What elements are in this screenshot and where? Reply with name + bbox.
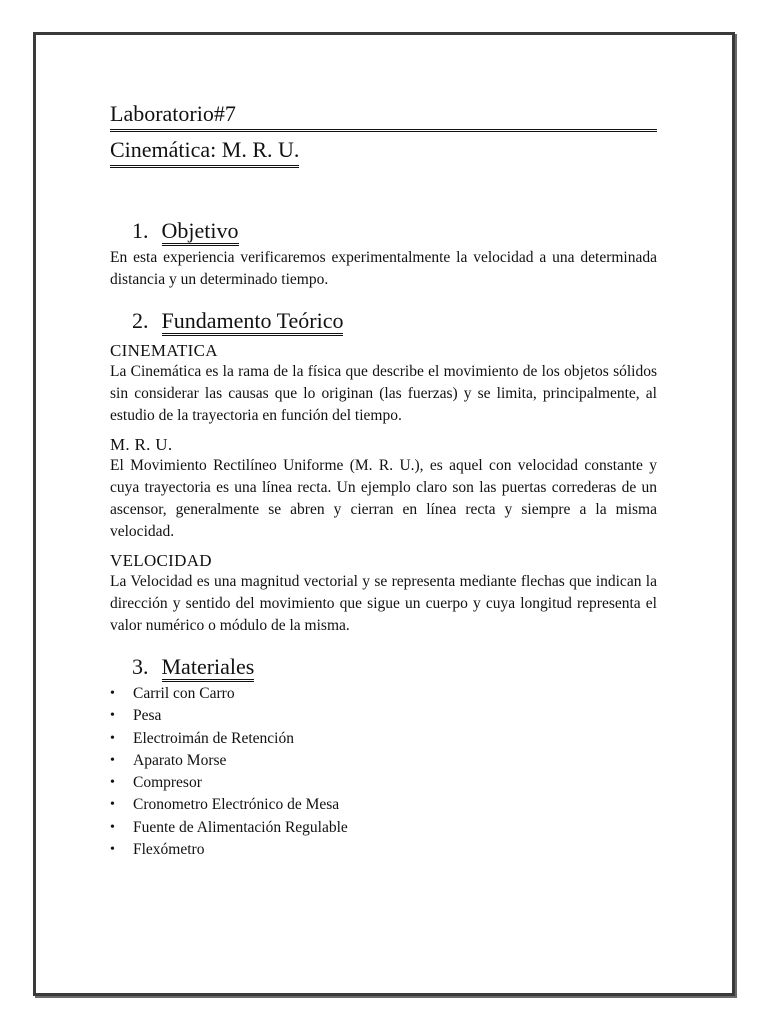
section-title: Objetivo — [162, 218, 239, 246]
bullet-icon: • — [110, 752, 115, 768]
lab-subtitle: Cinemática: M. R. U. — [110, 136, 299, 168]
bullet-icon: • — [110, 775, 115, 791]
list-item-label: Electroimán de Retención — [133, 729, 294, 747]
section-materiales-heading — [132, 653, 657, 681]
cinematica-text: La Cinemática es la rama de la física que describe el movimiento de los objetos sólidos sin considerar las causas que lo originan (las fuerzas) y se limita, principalmente, al estudio de la trayectoria en función del tiempo. — [110, 363, 657, 424]
bullet-icon: • — [110, 708, 115, 724]
list-item — [110, 817, 657, 839]
list-item — [110, 794, 657, 816]
section-number: 1. — [132, 218, 149, 243]
bullet-icon: • — [110, 819, 115, 835]
section-fundamento-heading — [132, 307, 657, 335]
bullet-icon: • — [110, 686, 115, 701]
mru-text: El Movimiento Rectilíneo Uniforme (M. R. U.), es aquel con velocidad constante y cuya trayectoria es una línea recta. Un ejemplo claro son las puertas correderas de un ascensor, generalmente se abren y cierran en línea recta y siempre a la misma velocidad. — [110, 457, 657, 540]
section-title: Fundamento Teórico — [162, 308, 344, 336]
section-number: 3. — [132, 654, 149, 679]
section-objetivo-heading — [132, 217, 657, 245]
bullet-icon: • — [110, 730, 115, 746]
list-item — [110, 705, 657, 727]
list-item-label: Pesa — [133, 707, 162, 725]
materials-list — [110, 683, 657, 861]
subheading-cinematica: CINEMATICA — [110, 341, 218, 360]
subheading-velocidad: VELOCIDAD — [110, 551, 212, 570]
section-title: Materiales — [162, 654, 255, 682]
list-item — [110, 839, 657, 861]
list-item — [110, 750, 657, 772]
bullet-icon: • — [110, 797, 115, 813]
list-item-label: Aparato Morse — [133, 751, 227, 769]
document-content — [110, 100, 657, 861]
list-item-label: Fuente de Alimentación Regulable — [133, 818, 348, 836]
list-item — [110, 728, 657, 750]
list-item — [110, 683, 657, 705]
document-title-block — [110, 100, 657, 168]
objetivo-text: En esta experiencia verificaremos experimentalmente la velocidad a una determinada distancia y un determinado tiempo. — [110, 249, 657, 288]
list-item-label: Carril con Carro — [133, 685, 235, 702]
list-item — [110, 772, 657, 794]
lab-title: Laboratorio#7 — [110, 100, 657, 132]
bullet-icon: • — [110, 842, 115, 858]
velocidad-text: La Velocidad es una magnitud vectorial y se representa mediante flechas que indican la dirección y sentido del movimiento que sigue un cuerpo y cuya longitud representa el valor numérico o módulo de la misma. — [110, 573, 657, 634]
subheading-mru: M. R. U. — [110, 435, 173, 454]
list-item-label: Flexómetro — [133, 841, 205, 859]
list-item-label: Cronometro Electrónico de Mesa — [133, 796, 340, 814]
list-item-label: Compresor — [133, 774, 202, 792]
section-number: 2. — [132, 308, 149, 333]
